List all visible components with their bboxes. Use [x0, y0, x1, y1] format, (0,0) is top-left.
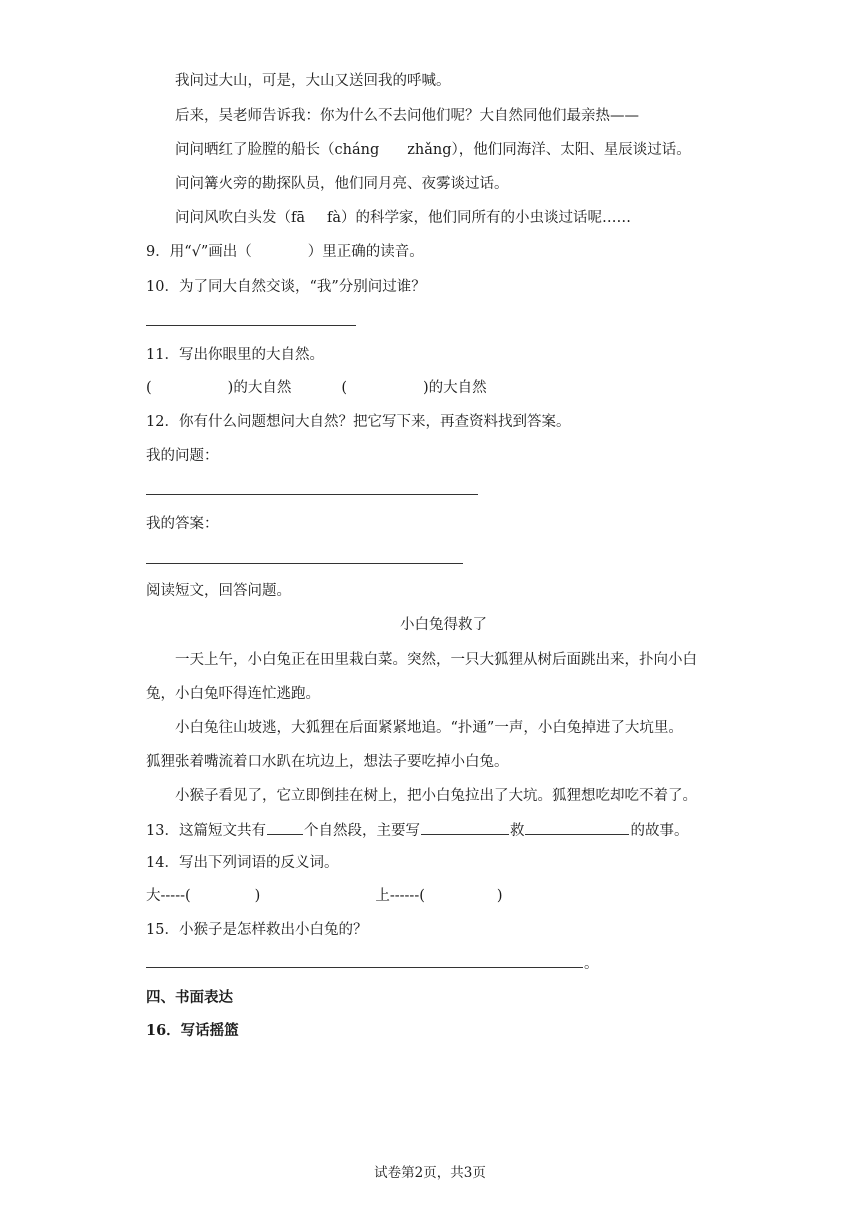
question-13 [146, 820, 688, 841]
question-14: 14．写出下列词语的反义词。 [146, 855, 339, 871]
answer-line-q15[interactable] [146, 967, 583, 968]
question-9-pre: 9．用“√”画出（ [146, 244, 252, 260]
section-4-heading: 四、书面表达 [146, 989, 233, 1006]
passage-line-5 [175, 208, 631, 228]
story-p1-line1: 一天上午，小白兔正在田里栽白菜。突然，一只大狐狸从树后面跳出来，扑向小白 [175, 652, 697, 668]
antonym-1-prompt: 大-----( [146, 888, 191, 904]
passage-line-5-b: fà）的科学家，他们同所有的小虫谈过话呢…… [327, 210, 632, 226]
passage-line-2: 后来，吴老师告诉我：你为什么不去问他们呢？大自然同他们最亲热—— [175, 108, 639, 124]
question-15-end: 。 [584, 956, 599, 972]
question-13-b: 个自然段，主要写 [303, 823, 420, 839]
page-footer: 试卷第2页，共3页 [374, 1165, 486, 1181]
antonym-2-prompt: 上------( [375, 888, 425, 904]
answer-line-question[interactable] [146, 494, 478, 495]
question-13-a: 13．这篇短文共有 [146, 823, 266, 839]
question-11: 11．写出你眼里的大自然。 [146, 347, 324, 363]
passage-line-1: 我问过大山，可是，大山又送回我的呼喊。 [175, 73, 451, 89]
question-11-blanks [146, 378, 487, 398]
story-title: 小白兔得救了 [400, 617, 487, 633]
blank-suffix-2: )的大自然 [423, 380, 487, 396]
blank-rescued[interactable] [525, 820, 629, 835]
story-p3: 小猴子看见了，它立即倒挂在树上，把小白兔拉出了大坑。狐狸想吃却吃不着了。 [175, 788, 697, 804]
question-14-blanks [146, 886, 503, 906]
my-answer-label: 我的答案： [146, 516, 219, 532]
question-13-c: 救 [509, 823, 525, 839]
passage-line-4: 问问篝火旁的勘探队员，他们同月亮、夜雾谈过话。 [175, 176, 509, 192]
question-9-post: ）里正确的读音。 [307, 244, 424, 260]
question-16: 16．写话摇篮 [146, 1022, 239, 1039]
question-10: 10．为了同大自然交谈，“我”分别问过谁？ [146, 279, 426, 295]
story-p1-line2: 兔，小白兔吓得连忙逃跑。 [146, 686, 320, 702]
passage-line-3-a: 问问晒红了脸膛的船长（cháng [175, 142, 380, 158]
antonym-1-close: ) [254, 888, 261, 904]
my-question-label: 我的问题： [146, 448, 219, 464]
question-12: 12．你有什么问题想问大自然？把它写下来，再查资料找到答案。 [146, 414, 571, 430]
question-15: 15．小猴子是怎样救出小白兔的？ [146, 922, 368, 938]
question-9 [146, 242, 424, 262]
story-p2-line2: 狐狸张着嘴流着口水趴在坑边上，想法子要吃掉小白兔。 [146, 754, 509, 770]
story-p2-line1: 小白兔往山坡逃，大狐狸在后面紧紧地追。“扑通”一声，小白兔掉进了大坑里。 [175, 720, 683, 736]
question-13-d: 的故事。 [630, 823, 689, 839]
antonym-2-close: ) [496, 888, 503, 904]
blank-open-2: ( [341, 380, 348, 396]
blank-rescuer[interactable] [421, 820, 509, 835]
answer-line-q10[interactable] [146, 325, 356, 326]
passage-line-3 [175, 140, 691, 160]
blank-paragraph-count[interactable] [267, 820, 303, 835]
blank-open-1: ( [146, 380, 152, 396]
passage-line-3-b: zhǎng），他们同海洋、太阳、星辰谈过话。 [407, 142, 691, 158]
reading-intro: 阅读短文，回答问题。 [146, 583, 291, 599]
blank-suffix-1: )的大自然 [227, 380, 292, 396]
passage-line-5-a: 问问风吹白头发（fā [175, 210, 306, 226]
answer-line-answer[interactable] [146, 563, 463, 564]
